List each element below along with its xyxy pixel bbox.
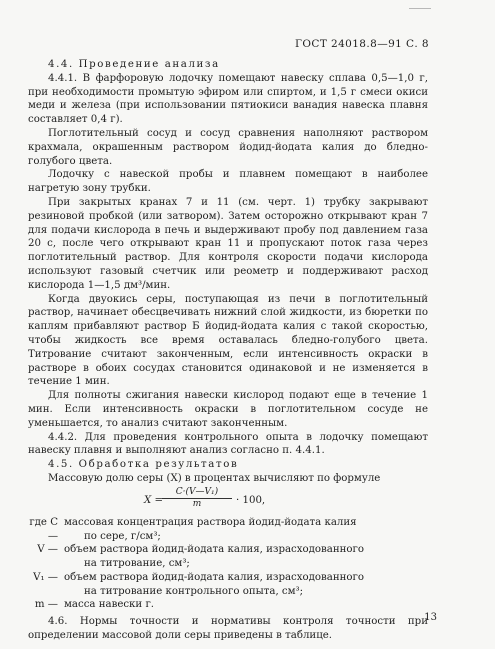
section-heading-4-5: 4.5. Обработка результатов (48, 459, 239, 471)
paragraph-boat: Лодочку с навеской пробы и плавнем помещают в наиболее нагретую зону трубки. (28, 169, 428, 195)
paragraph-4-6: 4.6. Нормы точности и нормативы контроля точности при определении массовой доли серы приведены в таблице. (28, 616, 428, 642)
formula-tail: · 100, (236, 494, 266, 506)
paragraph-4-4-2: 4.4.2. Для проведения контрольного опыта в лодочку помещают навеску плавня и выполняют анализ согласно п. 4.4.1. (28, 431, 428, 457)
page-header: ГОСТ 24018.8—91 С. 8 (295, 38, 429, 50)
definition-text-cont: по сере, г/см³; (84, 530, 161, 542)
formula-numerator: C·(V—V₁) (162, 487, 232, 499)
definition-symbol: V₁ — (33, 571, 58, 583)
page-number: 13 (424, 612, 437, 623)
paragraph-formula-intro: Массовую долю серы (X) в процентах вычисляют по формуле (48, 472, 381, 484)
document-body (28, 58, 428, 643)
definition-symbol: где C — (29, 516, 58, 542)
formula-fraction (162, 487, 232, 510)
definition-item (28, 543, 428, 571)
definition-item (28, 516, 428, 544)
definition-text: объем раствора йодид-йодата калия, израсходованного (64, 544, 365, 556)
definition-text-cont: на титрование, см³; (84, 558, 190, 570)
variable-definitions (28, 516, 428, 613)
definition-symbol: V — (37, 544, 58, 556)
definition-item (28, 598, 428, 612)
scan-mark (409, 8, 431, 9)
sulfur-formula (28, 487, 428, 513)
definition-text: массовая концентрация раствора йодид-йодата калия (64, 516, 357, 528)
section-heading-4-4: 4.4. Проведение анализа (48, 59, 220, 70)
definition-text: масса навески г. (64, 599, 155, 611)
definition-text: объем раствора йодид-йодата калия, израсходованного (64, 571, 365, 583)
paragraph-absorber: Поглотительный сосуд и сосуд сравнения наполняют раствором крахмала, окрашенным раствором йодид-йодата калия до бледно-голубого цвета. (28, 127, 428, 167)
paragraph-valves: При закрытых кранах 7 и 11 (см. черт. 1) трубку закрывают резиновой пробкой (или затвором). Затем осторожно открывают кран 7 для подачи кислорода в печь и выдерживают пробу под давлением газа 20 с, после чего открывают кран 11 и пропускают поток газа через поглотительный раствор. Для контроля скорости подачи кислорода используют газовый счетчик или реометр и поддерживают расход кислорода 1—1,5 дм³/мин. (28, 196, 428, 291)
definition-symbol: m — (34, 599, 58, 611)
definition-text-cont: на титрование контрольного опыта, см³; (84, 585, 304, 597)
paragraph-4-4-1: 4.4.1. В фарфоровую лодочку помещают навеску сплава 0,5—1,0 г, при необходимости промытую эфиром или спиртом, и 1,5 г смеси окиси меди и железа (при использовании пятиокиси ванадия навеска плавня составляет 0,4 г). (28, 72, 428, 126)
paragraph-titration: Когда двуокись серы, поступающая из печи в поглотительный раствор, начинает обесцвечивать нижний слой жидкости, из бюретки по каплям прибавляют раствор Б йодид-йодата калия с такой скоростью, чтобы жидкость все время оставалась бледно-голубого цвета. Титрование считают законченным, если интенсивность окраски в растворе в обоих сосудах становится одинаковой и не изменяется в течение 1 мин. (28, 293, 428, 388)
definition-item (28, 571, 428, 599)
paragraph-completeness: Для полноты сжигания навески кислород подают еще в течение 1 мин. Если интенсивность окраски в поглотительном сосуде не уменьшается, то анализ считают законченным. (28, 390, 428, 429)
formula-denominator: m (192, 498, 202, 509)
formula-lhs: X = (144, 494, 164, 506)
